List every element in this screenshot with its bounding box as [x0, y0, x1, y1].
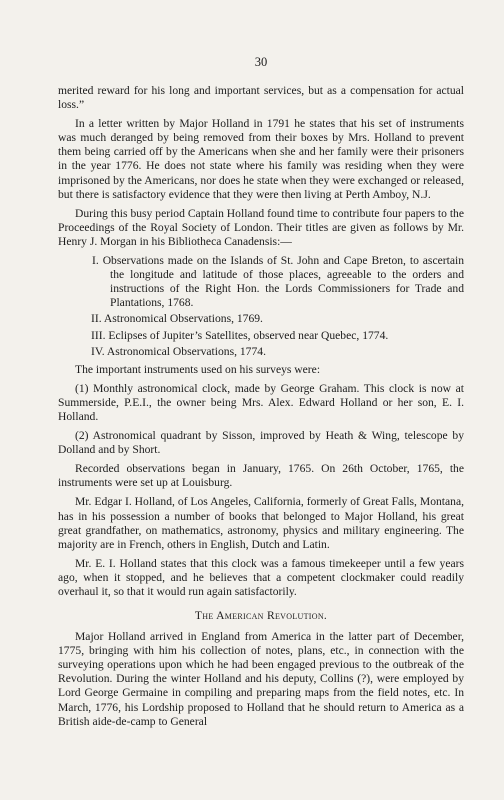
list-item-number: I. — [92, 254, 99, 268]
list-item-text: Astronomical Observations, 1774. — [106, 344, 266, 358]
list-item-number: II. — [91, 312, 102, 326]
list-item-number: III. — [91, 328, 106, 342]
section-heading: The American Revolution. — [194, 609, 328, 623]
paragraph: Mr. E. I. Holland states that this clock was a famous timekeeper until a few years ago, when it stopped, and he believes that a competent clockmaker could readily overhaul it, so that it would run again satisfactorily. — [58, 556, 464, 598]
list-item-text: Eclipses of Jupiter’s Satellites, observed near Quebec, 1774. — [108, 328, 389, 342]
papers-list — [58, 254, 464, 359]
list-item — [58, 254, 464, 310]
list-item — [91, 345, 464, 359]
paragraph: (1) Monthly astronomical clock, made by George Graham. This clock is now at Summerside, P.E.I., the owner being Mrs. Alex. Edward Holland or her son, E. I. Holland. — [58, 381, 464, 423]
list-item — [91, 312, 464, 326]
page-number: 30 — [254, 55, 268, 69]
list-item — [91, 329, 464, 343]
paragraph: Major Holland arrived in England from America in the latter part of December, 1775, bringing with him his collection of notes, plans, etc., in connection with the surveying operations upon which he had been engaged previous to the outbreak of the Revolution. During the winter Holland and his deputy, Collins (?), were employed by Lord George Germaine in compiling and preparing maps from the field notes, etc. In March, 1776, his Lordship proposed to Holland that he should return to America as a British aide-de-camp to General — [58, 630, 464, 728]
paragraph: merited reward for his long and important services, but as a compensation for actual loss.” — [58, 84, 464, 112]
paragraph: During this busy period Captain Holland found time to contribute four papers to the Proceedings of the Royal Society of London. Their titles are given as follows by Mr. Henry J. Morgan in his Bibliotheca Canadensis:— — [58, 206, 464, 248]
paragraph: (2) Astronomical quadrant by Sisson, improved by Heath & Wing, telescope by Dolland and by Short. — [58, 429, 464, 457]
paragraph: In a letter written by Major Holland in 1791 he states that his set of instruments was much deranged by being removed from their boxes by Mrs. Holland to prevent them being carried off by the Americans when she and her family were their prisoners in the year 1776. He does not state where his family was residing when they were imprisoned by the Americans, nor does he state when they were exchanged or released, but there is satisfactory evidence that they were then living at Perth Amboy, N.J. — [58, 117, 464, 201]
list-item-text: Astronomical Observations, 1769. — [103, 312, 263, 326]
list-item-text: Observations made on the Islands of St. John and Cape Breton, to ascertain the longitude and latitude of those places, agreeable to the orders and instructions of the Right Hon. the Lords Commissioners for Trade and Plantations, 1768. — [102, 254, 464, 310]
list-item-number: IV. — [91, 344, 105, 358]
paragraph: The important instruments used on his surveys were: — [75, 362, 321, 376]
paragraph: Mr. Edgar I. Holland, of Los Angeles, California, formerly of Great Falls, Montana, has in his possession a number of books that belonged to Major Holland, his great great grandfather, on mathematics, astronomy, physics and military engineering. The majority are in French, others in English, Dutch and Latin. — [58, 495, 464, 551]
paragraph: Recorded observations began in January, 1765. On 26th October, 1765, the instruments were set up at Louisburg. — [58, 462, 464, 490]
